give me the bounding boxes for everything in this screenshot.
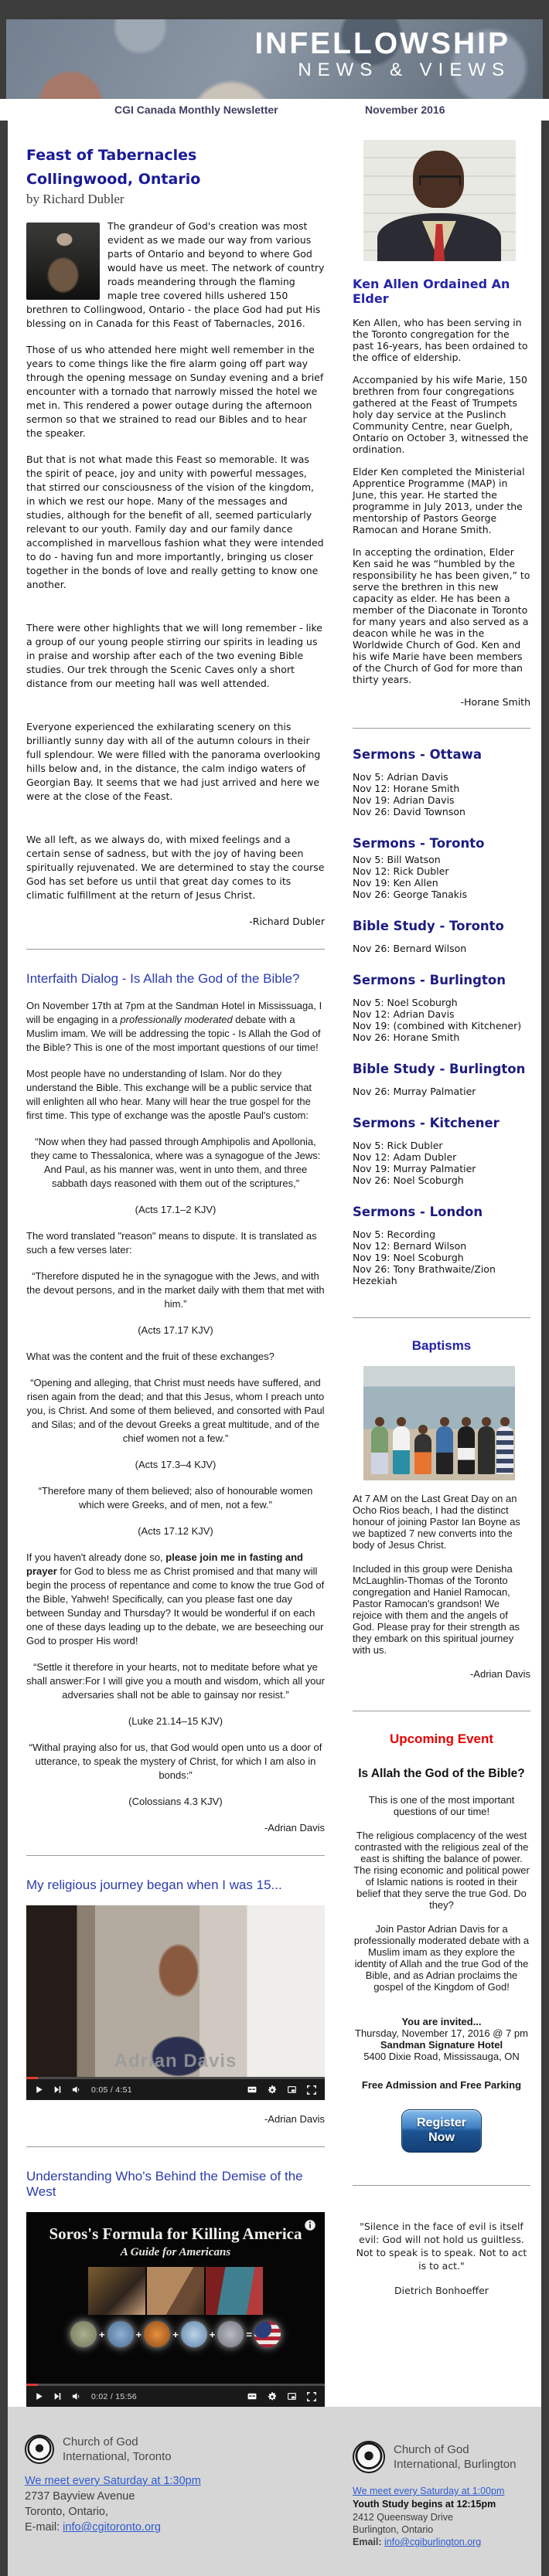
- schedule-item: Nov 5: Recording: [353, 1229, 436, 1240]
- video1-watermark: Adrian Davis: [114, 2051, 237, 2071]
- flag-circle: [254, 2321, 281, 2347]
- captions-icon[interactable]: [246, 2391, 258, 2401]
- scripture-quote: “Opening and alleging, that Christ must needs have suffered, and risen again from the dead; and that this Jesus, whom I preach unto you, is Christ. And some of them believed, and consorted with Paul and Silas; and of the devout Greeks a great multitude, and of the chief women not a few.”: [26, 1377, 325, 1444]
- ken-paragraph: In accepting the ordination, Elder Ken said he was “humbled by the responsibility he has been given,” to serve the brethren in this new capacity as elder. He has been a member of the Diaconate in Toronto for many years and also served as a deacon while he was in the Worldwide Church of God. Ken and his wife Marie have been members of the Church of God for more than thirty years.: [353, 546, 530, 685]
- newsletter-name: CGI Canada Monthly Newsletter: [114, 104, 278, 116]
- interfaith-paragraph: On November 17th at 7pm at the Sandman Hotel in Mississuaga, I will be engaging in a professionally moderated debate with a Muslim imam. We will be addressing the topic - Is Allah the God of the Bible? This is one of the most important questions of our time!: [26, 1000, 322, 1053]
- brand-tagline: NEWS & VIEWS: [298, 59, 510, 80]
- upcoming-paragraph: Join Pastor Adrian Davis for a professionally moderated debate with a Muslim imam as they explore the identity of Allah and the true God of the Bible, and as Adrian proclaims the gospel of the Kingdom of God!: [353, 1923, 530, 1993]
- schedule-item: Nov 26: George Tanakis: [353, 889, 468, 900]
- video2-formula-row: + + + + =: [26, 2321, 325, 2347]
- masthead-banner: [6, 19, 543, 99]
- burlington-youth-study: Youth Study begins at 12:15pm: [353, 2499, 496, 2510]
- schedule-item: Nov 26: Noel Scoburgh: [353, 1174, 464, 1186]
- money-circle: [70, 2321, 97, 2347]
- event-venue: Sandman Signature Hotel: [380, 2039, 503, 2051]
- burlington-email-row: Email: info@cgiburlington.org: [353, 2537, 482, 2547]
- schedule-burlington: [353, 973, 530, 1043]
- cgi-toronto-logo-icon: [25, 2435, 54, 2464]
- scripture-reference: (Acts 17.12 KJV): [138, 1525, 213, 1537]
- toronto-org-line2: International, Toronto: [63, 2450, 172, 2463]
- schedule-item: Nov 12: Rick Dubler: [353, 865, 449, 877]
- upcoming-paragraph: The religious complacency of the west contrasted with the religious zeal of the east is shifting the balance of power. The rising economic and political power of Islamic nations is rooted in their belief that they serve the true God. Do they?: [353, 1830, 530, 1911]
- feast-title-line1: Feast of Tabernacles: [26, 147, 197, 164]
- politician-circle: [181, 2321, 207, 2347]
- scripture-quote: “Now when they had passed through Amphipolis and Apollonia, they came to Thessalonica, where was a synagogue of the Jews: And Paul, as his manner was, went in unto them, and three sabbath days reasoned with them out of the scriptures,”: [30, 1136, 321, 1189]
- baptisms-paragraph: At 7 AM on the Last Great Day on an Ocho Rios beach, I had the distinct honour of joining Pastor Ian Boyne as we baptized 7 new converts into the body of Jesus Christ.: [353, 1493, 520, 1551]
- quote-author: Dietrich Bonhoeffer: [394, 2285, 489, 2296]
- scripture-reference: (Acts 17.17 KJV): [138, 1324, 213, 1336]
- schedule-item: Nov 26: Bernard Wilson: [353, 943, 467, 954]
- video2-title: Soros's Formula for Killing America: [49, 2224, 302, 2243]
- feast-paragraph: The grandeur of God's creation was most evident as we made our way from various parts of Ontario and beyond to where God would have us meet. The network of country roads meandering through the flaming maple tree covered hills ushered 150 brethren to Collingwood, Ontario - the place God had put His blessing on in Canada for this Feast of Tabernacles, 2016.: [26, 220, 325, 329]
- main-content: [8, 121, 541, 2407]
- burlington-address-line2: Burlington, Ontario: [353, 2524, 434, 2535]
- video-player-adrian-davis[interactable]: [26, 1905, 325, 2100]
- interfaith-paragraph: What was the content and the fruit of these exchanges?: [26, 1351, 274, 1362]
- sidebar-divider: [353, 1317, 530, 1318]
- brand-title: INFELLOWSHIP: [254, 27, 510, 60]
- schedule-item: Nov 5: Adrian Davis: [353, 771, 448, 783]
- scripture-reference: (Acts 17.1–2 KJV): [135, 1204, 217, 1215]
- feast-paragraph: But that is not what made this Feast so memorable. It was the spirit of peace, joy and unity with powerful messages, that stirred our consciousness of the vision of the kingdom, in which we rest our hope. Many of the messages and studies, although for the benefit of all, seemed particularly relevant to our youth. Family day and our family dance accomplished in marvellous fashion what they were intended to do - having fun and more importantly, bringing us closer together in the bonds of love and really getting to know one another.: [26, 454, 324, 590]
- toronto-email-row: E-mail: info@cgitoronto.org: [25, 2521, 161, 2534]
- person-circle: [107, 2321, 134, 2347]
- fullscreen-icon[interactable]: [306, 2391, 317, 2402]
- video2-controls: [26, 2386, 325, 2407]
- upcoming-event-label: Upcoming Event: [389, 1731, 494, 1746]
- captions-icon[interactable]: [246, 2085, 258, 2095]
- next-icon[interactable]: [53, 2085, 63, 2095]
- scripture-quote: “Therefore disputed he in the synagogue with the Jews, and with the devout persons, and in the market daily with them that met with him.”: [26, 1270, 325, 1310]
- feast-paragraph: We all left, as we always do, with mixed feelings and a certain sense of sadness, but with the joy of having been spiritually rejuvenated. We are determined to stay the course God has set before us until that great day comes to its climatic fulfillment at the return of Jesus Christ.: [26, 834, 325, 901]
- ken-paragraph: Accompanied by his wife Marie, 150 brethren from four congregations gathered at the Feast of Trumpets holy day service at the Puslinch Community Centre, near Guelph, Ontario on October 3, witnessed the ordination.: [353, 374, 529, 455]
- toronto-address-line2: Toronto, Ontario,: [25, 2506, 108, 2518]
- invite-heading: You are invited...: [401, 2016, 482, 2027]
- schedule-item: Nov 5: Rick Dubler: [353, 1140, 443, 1151]
- schedule-bible-study-burlington: [353, 1062, 530, 1097]
- left-column: [26, 121, 325, 2407]
- video2-thumbnail[interactable]: [26, 2212, 325, 2384]
- footer: [8, 2407, 541, 2576]
- masthead-text: [254, 29, 510, 80]
- schedule-heading: Bible Study - Toronto: [353, 919, 504, 933]
- burlington-org-line1: Church of God: [394, 2443, 469, 2456]
- burlington-meeting-link[interactable]: We meet every Saturday at 1:00pm: [353, 2486, 505, 2496]
- video1-time: 0:05 / 4:51: [91, 2085, 132, 2095]
- schedule-item: Nov 12: Adrian Davis: [353, 1008, 455, 1020]
- schedule-item: Nov 26: Murray Palmatier: [353, 1086, 476, 1097]
- burlington-org-line2: International, Burlington: [394, 2458, 517, 2471]
- interfaith-paragraph: Most people have no understanding of Islam. Nor do they understand the Bible. This exchange will be a public service that will enlighten all who hear. Many will hear the true gospel for the first time. This type of exchange was the apostle Paul's custom:: [26, 1068, 312, 1121]
- feast-signature: -Richard Dubler: [249, 916, 325, 927]
- event-address: 5400 Dixie Road, Mississauga, ON: [363, 2051, 520, 2062]
- issue-date: November 2016: [365, 104, 445, 116]
- video1-signature: -Adrian Davis: [264, 2113, 325, 2125]
- play-icon[interactable]: [34, 2391, 44, 2401]
- baptisms-paragraph: Included in this group were Denisha McLaughlin-Thomas of the Toronto congregation and Haniel Ramocan, Pastor Ramocan's grandson! We rejoice with them and the angels of God. Please pray for their strength as they embark on this spiritual journey with us.: [353, 1563, 520, 1656]
- schedule-item: Nov 19: Adrian Davis: [353, 794, 455, 806]
- schedule-item: Nov 12: Adam Dubler: [353, 1151, 457, 1163]
- schedule-heading: Bible Study - Burlington: [353, 1062, 526, 1076]
- schedule-item: Nov 19: (combined with Kitchener): [353, 1020, 522, 1031]
- ken-paragraph: Elder Ken completed the Ministerial Apprentice Programme (MAP) in June, this year. He started the programme in July 2013, under the mentorship of Pastors George Ramocan and Horane Smith.: [353, 466, 525, 535]
- baptisms-signature: -Adrian Davis: [469, 1668, 530, 1680]
- bonhoeffer-quote: "Silence in the face of evil is itself evil: God will not hold us guiltless. Not to speak is to speak. Not to act is to act.": [356, 2221, 527, 2272]
- video-player-soros[interactable]: [26, 2212, 325, 2407]
- interfaith-title: Interfaith Dialog - Is Allah the God of the Bible?: [26, 971, 300, 986]
- interfaith-paragraph: The word translated "reason" means to dispute. It is translated as such a few verses later:: [26, 1230, 317, 1256]
- schedule-heading: Sermons - London: [353, 1205, 483, 1219]
- schedule-item: Nov 26: Horane Smith: [353, 1031, 460, 1043]
- upcoming-event-title: Is Allah the God of the Bible?: [358, 1767, 525, 1780]
- section-divider: [26, 949, 325, 950]
- schedule-london: [353, 1205, 530, 1286]
- video2-progress-bar[interactable]: [26, 2384, 325, 2386]
- speaker-photo: [26, 223, 100, 300]
- sidebar-divider: [353, 2185, 530, 2186]
- baptisms-photo: [363, 1366, 515, 1480]
- settings-gear-icon[interactable]: [267, 2085, 278, 2095]
- ken-paragraph: Ken Allen, who has been serving in the Toronto congregation for the past 16-years, has been ordained to the office of eldership.: [353, 317, 528, 363]
- schedule-item: Nov 12: Bernard Wilson: [353, 1240, 467, 1252]
- video1-controls: [26, 2079, 325, 2100]
- feast-paragraph: Everyone experienced the exhilarating scenery on this brilliantly sunny day with all of the autumn colours in their full splendour. We were filled with the panorama overlooking hills below and, in the distance, the calm indigo waters of Georgian Bay. It seems that we had just arrived and here we were at the close of the Feast.: [26, 721, 321, 802]
- schedule-item: Nov 19: Ken Allen: [353, 877, 438, 889]
- toronto-meeting-link[interactable]: We meet every Saturday at 1:30pm: [25, 2475, 201, 2487]
- feast-title-line2: Collingwood, Ontario: [26, 171, 201, 188]
- upcoming-paragraph: This is one of the most important questions of our time!: [368, 1794, 515, 1817]
- video1-thumbnail[interactable]: [26, 1905, 325, 2077]
- thumbnail-photo: [88, 2267, 145, 2315]
- subheader-bar: [0, 99, 549, 121]
- feast-byline: by Richard Dubler: [26, 192, 124, 206]
- ken-heading: Ken Allen Ordained An Elder: [353, 277, 510, 306]
- burlington-address-line1: 2412 Queensway Drive: [353, 2512, 453, 2523]
- baptisms-heading: Baptisms: [411, 1338, 472, 1353]
- volume-icon[interactable]: [71, 2084, 83, 2095]
- fullscreen-icon[interactable]: [306, 2085, 317, 2095]
- schedule-item: Nov 26: Tony Brathwaite/Zion Hezekiah: [353, 1263, 496, 1286]
- toronto-org-line1: Church of God: [63, 2435, 138, 2449]
- scripture-reference: (Colossians 4.3 KJV): [128, 1796, 223, 1807]
- feast-paragraph: Those of us who attended here might well remember in the years to come things like the fire alarm going off part way through the opening message on Sunday evening and a brief encounter with a tornado that narrowly missed the hotel we met in. This rendered a power outage during the afternoon sermon so that we strained to read our Bibles and to hear the speaker.: [26, 344, 324, 439]
- video2-heading: Understanding Who's Behind the Demise of the West: [26, 2169, 303, 2199]
- next-icon[interactable]: [53, 2391, 63, 2401]
- event-perks: Free Admission and Free Parking: [361, 2079, 522, 2091]
- section-divider: [26, 2146, 325, 2147]
- feast-paragraph: There were other highlights that we will long remember - like a group of our young people stirring our spirits in leading us in praise and worship after each of the two evening Bible studies. Our trek through the Scenic Caves only a short distance from our meeting hall was well attended.: [26, 622, 322, 689]
- schedule-item: Nov 5: Bill Watson: [353, 854, 441, 865]
- video2-photo-strip: [26, 2267, 325, 2315]
- play-icon[interactable]: [34, 2085, 44, 2095]
- interfaith-paragraph: If you haven't already done so, please join me in fasting and prayer for God to bless me as Christ promised and that many will begin the process of repentance and come to know the true God of the Bible, Yahweh! Specifically, can you please fast one day between Sunday and Thursday? It would be wonderful if on each one of these days leading up to the debate, we are beseeching our God to prosper His word!: [26, 1551, 325, 1647]
- schedule-toronto: [353, 836, 530, 900]
- volume-icon[interactable]: [71, 2391, 83, 2402]
- toronto-address-line1: 2737 Bayview Avenue: [25, 2490, 135, 2503]
- video2-time: 0:02 / 15:56: [91, 2391, 138, 2401]
- schedule-item: Nov 19: Noel Scoburgh: [353, 1252, 464, 1263]
- scripture-quote: “Settle it therefore in your hearts, not to meditate before what ye shall answer:For I will give you a mouth and wisdom, which all your adversaries shall not be able to gainsay nor resist.”: [26, 1661, 325, 1701]
- schedule-heading: Sermons - Kitchener: [353, 1116, 500, 1130]
- burlington-email-link[interactable]: info@cgiburlington.org: [384, 2537, 482, 2547]
- toronto-email-link[interactable]: info@cgitoronto.org: [63, 2521, 161, 2534]
- schedule-heading: Sermons - Toronto: [353, 836, 485, 851]
- capitol-circle: [217, 2321, 244, 2347]
- miniplayer-icon[interactable]: [286, 2085, 298, 2095]
- event-datetime: Thursday, November 17, 2016 @ 7 pm: [355, 2027, 528, 2039]
- scripture-quote: “Withal praying also for us, that God would open unto us a door of utterance, to speak the mystery of Christ, for which I am also in bonds:”: [29, 1742, 322, 1781]
- section-divider: [26, 1855, 325, 1856]
- ken-signature: -Horane Smith: [460, 696, 530, 708]
- video1-progress-bar[interactable]: [26, 2077, 325, 2079]
- video1-heading: My religious journey began when I was 15...: [26, 1878, 282, 1892]
- sidebar-divider: [353, 728, 530, 729]
- footer-toronto-block: [25, 2435, 272, 2535]
- schedule-item: Nov 12: Horane Smith: [353, 783, 460, 794]
- scripture-reference: (Luke 21.14–15 KJV): [128, 1715, 223, 1727]
- thumbnail-photo: [206, 2267, 263, 2315]
- scripture-reference: (Acts 17.3–4 KJV): [135, 1459, 217, 1470]
- schedule-item: Nov 26: David Townson: [353, 806, 465, 817]
- schedule-item: Nov 5: Noel Scoburgh: [353, 997, 458, 1008]
- sidebar-column: [353, 121, 530, 2306]
- sunset-circle: [144, 2321, 170, 2347]
- schedule-item: Nov 19: Murray Palmatier: [353, 1163, 476, 1174]
- video2-subtitle: A Guide for Americans: [120, 2246, 231, 2258]
- scripture-quote: “Therefore many of them believed; also of honourable women which were Greeks, and of men, not a few.”: [38, 1485, 313, 1511]
- schedule-heading: Sermons - Burlington: [353, 973, 506, 987]
- schedule-heading: Sermons - Ottawa: [353, 747, 482, 762]
- invitation-block: [353, 2016, 530, 2062]
- schedule-ottawa: [353, 747, 530, 817]
- thumbnail-photo: [147, 2267, 204, 2315]
- register-now-button[interactable]: Register Now: [401, 2109, 482, 2153]
- schedule-kitchener: [353, 1116, 530, 1186]
- ken-allen-photo: [363, 140, 516, 261]
- schedule-bible-study-toronto: [353, 919, 530, 954]
- miniplayer-icon[interactable]: [286, 2391, 298, 2401]
- cgi-burlington-logo-icon: [353, 2441, 385, 2473]
- settings-gear-icon[interactable]: [267, 2391, 278, 2402]
- interfaith-signature: -Adrian Davis: [264, 1822, 325, 1833]
- info-icon[interactable]: [303, 2218, 317, 2232]
